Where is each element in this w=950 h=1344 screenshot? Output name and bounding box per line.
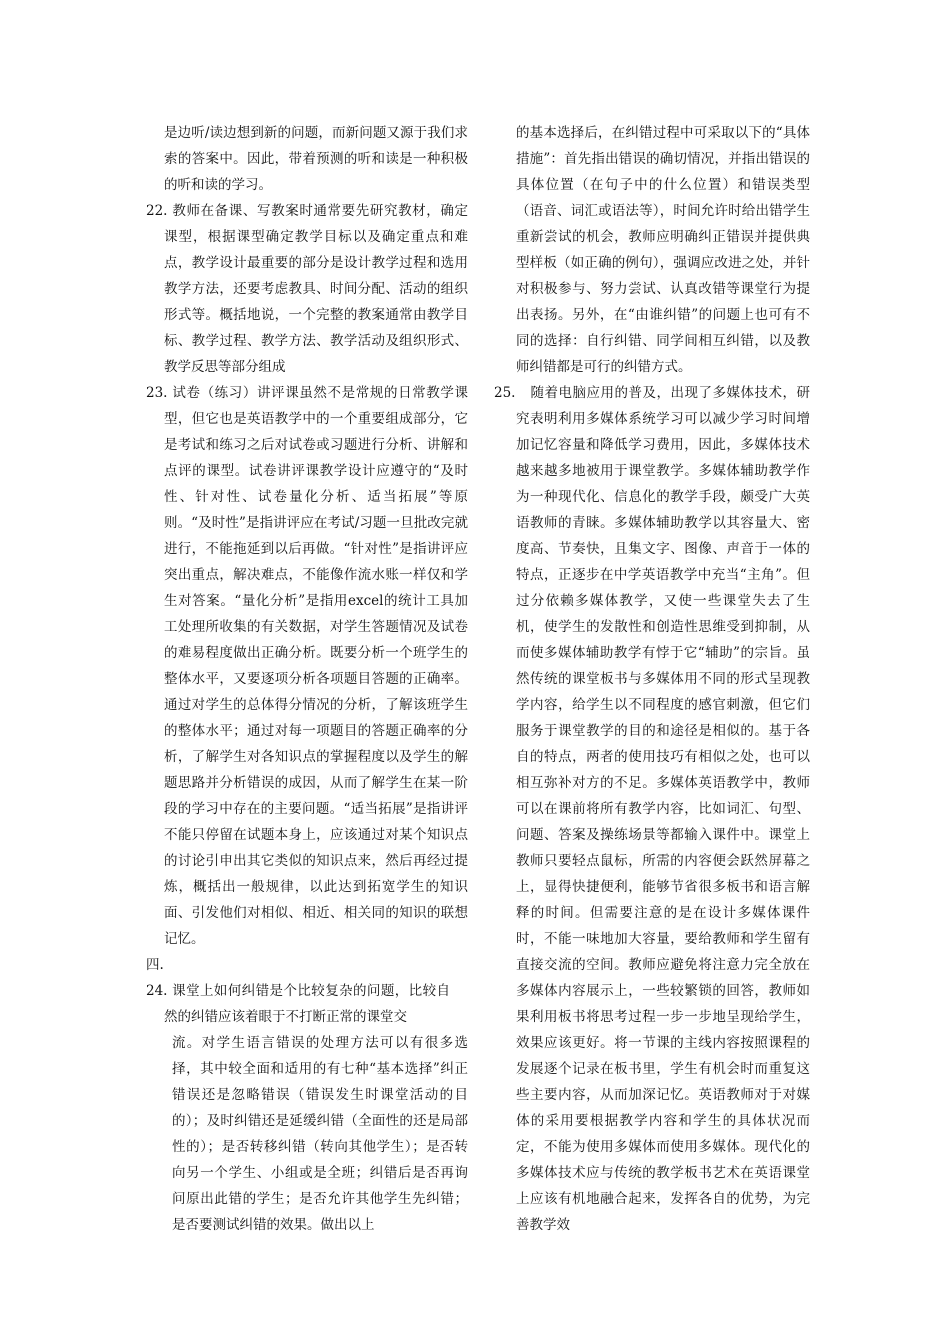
paragraph-21-tail: 是边听/读边想到新的问题，而新问题又源于我们求索的答案中。因此，带着预测的听和读是一种积极的听和读的学习。 xyxy=(164,125,468,193)
paragraph-22: 22. 教师在备课、写教案时通常要先研究教材，确定课型，根据课型确定教学目标以及确定重点和难点，教学设计最重要的部分是设计教学过程和选用教学方法，还要考虑教具、时间分配、活动的组织形式等。概括地说，一个完整的教案通常由教学目标、教学过程、教学方法、教学活动及组织形式、教学反思等部分组成 xyxy=(146,203,468,375)
paragraph-25-text: 随着电脑应用的普及，出现了多媒体技术，研究表明利用多媒体系统学习可以减少学习时间增加记忆容量和降低学习费用，因此，多媒体技术越来越多地被用于课堂教学。多媒体辅助教学作为一种现代化、信息化的教学手段，颇受广大英语教师的青睐。多媒体辅助教学以其容量大、密度高、节奏快，且集文字、图像、声音于一体的特点，正逐步在中学英语教学中充当“主角”。但过分依赖多媒体教学，又使一些课堂失去了生机，使学生的发散性和创造性思维受到抑制，从而使多媒体辅助教学有悖于它“辅助”的宗旨。虽然传统的课堂板书与多媒体用不同的形式呈现教学内容，给学生以不同程度的感官刺激，但它们服务于课堂教学的目的和途径是相似的。基于各自的特点，两者的使用技巧有相似之处，也可以相互弥补对方的不足。多媒体英语教学中，教师可以在课前将所有教学内容，比如词汇、句型、问题、答案及操练场景等都输入课件中。课堂上教师只要轻点鼠标，所需的内容便会跃然屏幕之上，显得快捷便利，能够节省很多板书和语言解释的时间。但需要注意的是在设计多媒体课件时，不能一味地加大容量，要给教师和学生留有直接交流的空间。教师应避免将注意力完全放在多媒体内容展示上，一些较繁锁的回答，教师如果利用板书将思考过程一步一步地呈现给学生，效果应该更好。将一节课的主线内容按照课程的发展逐个记录在板书里，学生有机会时而重复这些主要内容，从而加深记忆。英语教师对于对媒体的采用要根据教学内容和学生的具体状况而定，不能为使用多媒体而使用多媒体。现代化的多媒体技术应与传统的教学板书艺术在英语课堂上应该有机地融合起来，发挥各自的优势，为完善教学效 xyxy=(516,385,810,1233)
paragraph-24-start: 24. 课堂上如何纠错是个比较复杂的问题，比较自然的纠错应该着眼于不打断正常的课堂交 xyxy=(146,983,450,1025)
paragraph-25 xyxy=(494,380,810,1238)
section-four-heading: 四. xyxy=(146,957,164,973)
left-column xyxy=(146,120,468,1238)
right-column xyxy=(494,120,810,1238)
paragraph-24-tail: 的基本选择后，在纠错过程中可采取以下的“具体措施”：首先指出错误的确切情况，并指出错误的具体位置（在句子中的什么位置）和错误类型（语音、词汇或语法等），时间允许时给出错学生重新尝试的机会，教师应明确纠正错误并提供典型样板（如正确的例句），强调应改进之处，并针对积极参与、努力尝试、认真改错等课堂行为提出表扬。另外，在“由谁纠错”的问题上也可有不同的选择：自行纠错、同学间相互纠错，以及教师纠错都是可行的纠错方式。 xyxy=(516,125,810,375)
paragraph-25-number: 25. xyxy=(494,385,516,401)
paragraph-23: 23. 试卷（练习）讲评课虽然不是常规的日常教学课型，但它也是英语教学中的一个重要组成部分，它是考试和练习之后对试卷或习题进行分析、讲解和点评的课型。试卷讲评课教学设计应遵守的“及时性、针对性、试卷量化分析、适当拓展”等原则。“及时性”是指讲评应在考试/习题一旦批改完就进行，不能拖延到以后再做。“针对性”是指讲评应突出重点，解决难点，不能像作流水账一样仅和学生对答案。“量化分析”是指用excel的统计工具加工处理所收集的有关数据，对学生答题情况及试卷的难易程度做出正确分析。既要分析一个班学生的整体水平，又要逐项分析各项题目答题的正确率。通过对学生的总体得分情况的分析，了解该班学生的整体水平；通过对每一项题目的答题正确率的分析，了解学生对各知识点的掌握程度以及学生的解题思路并分析错误的成因，从而了解学生在某一阶段的学习中存在的主要问题。“适当拓展”是指讲评不能只停留在试题本身上，应该通过对某个知识点的讨论引申出其它类似的知识点来，然后再经过提炼，概括出一般规律，以此达到拓宽学生的知识面、引发他们对相似、相近、相关同的知识的联想记忆。 xyxy=(146,385,468,947)
paragraph-24-continued: 流。对学生语言错误的处理方法可以有很多选择，其中较全面和适用的有七种“基本选择”纠正错误还是忽略错误（错误发生时课堂活动的目的）；及时纠错还是延缓纠错（全面性的还是局部性的）；是否转移纠错（转向其他学生）；是否转向另一个学生、小组或是全班；纠错后是否再询问原出此错的学生；是否允许其他学生先纠错；是否要测试纠错的效果。做出以上 xyxy=(172,1035,468,1233)
